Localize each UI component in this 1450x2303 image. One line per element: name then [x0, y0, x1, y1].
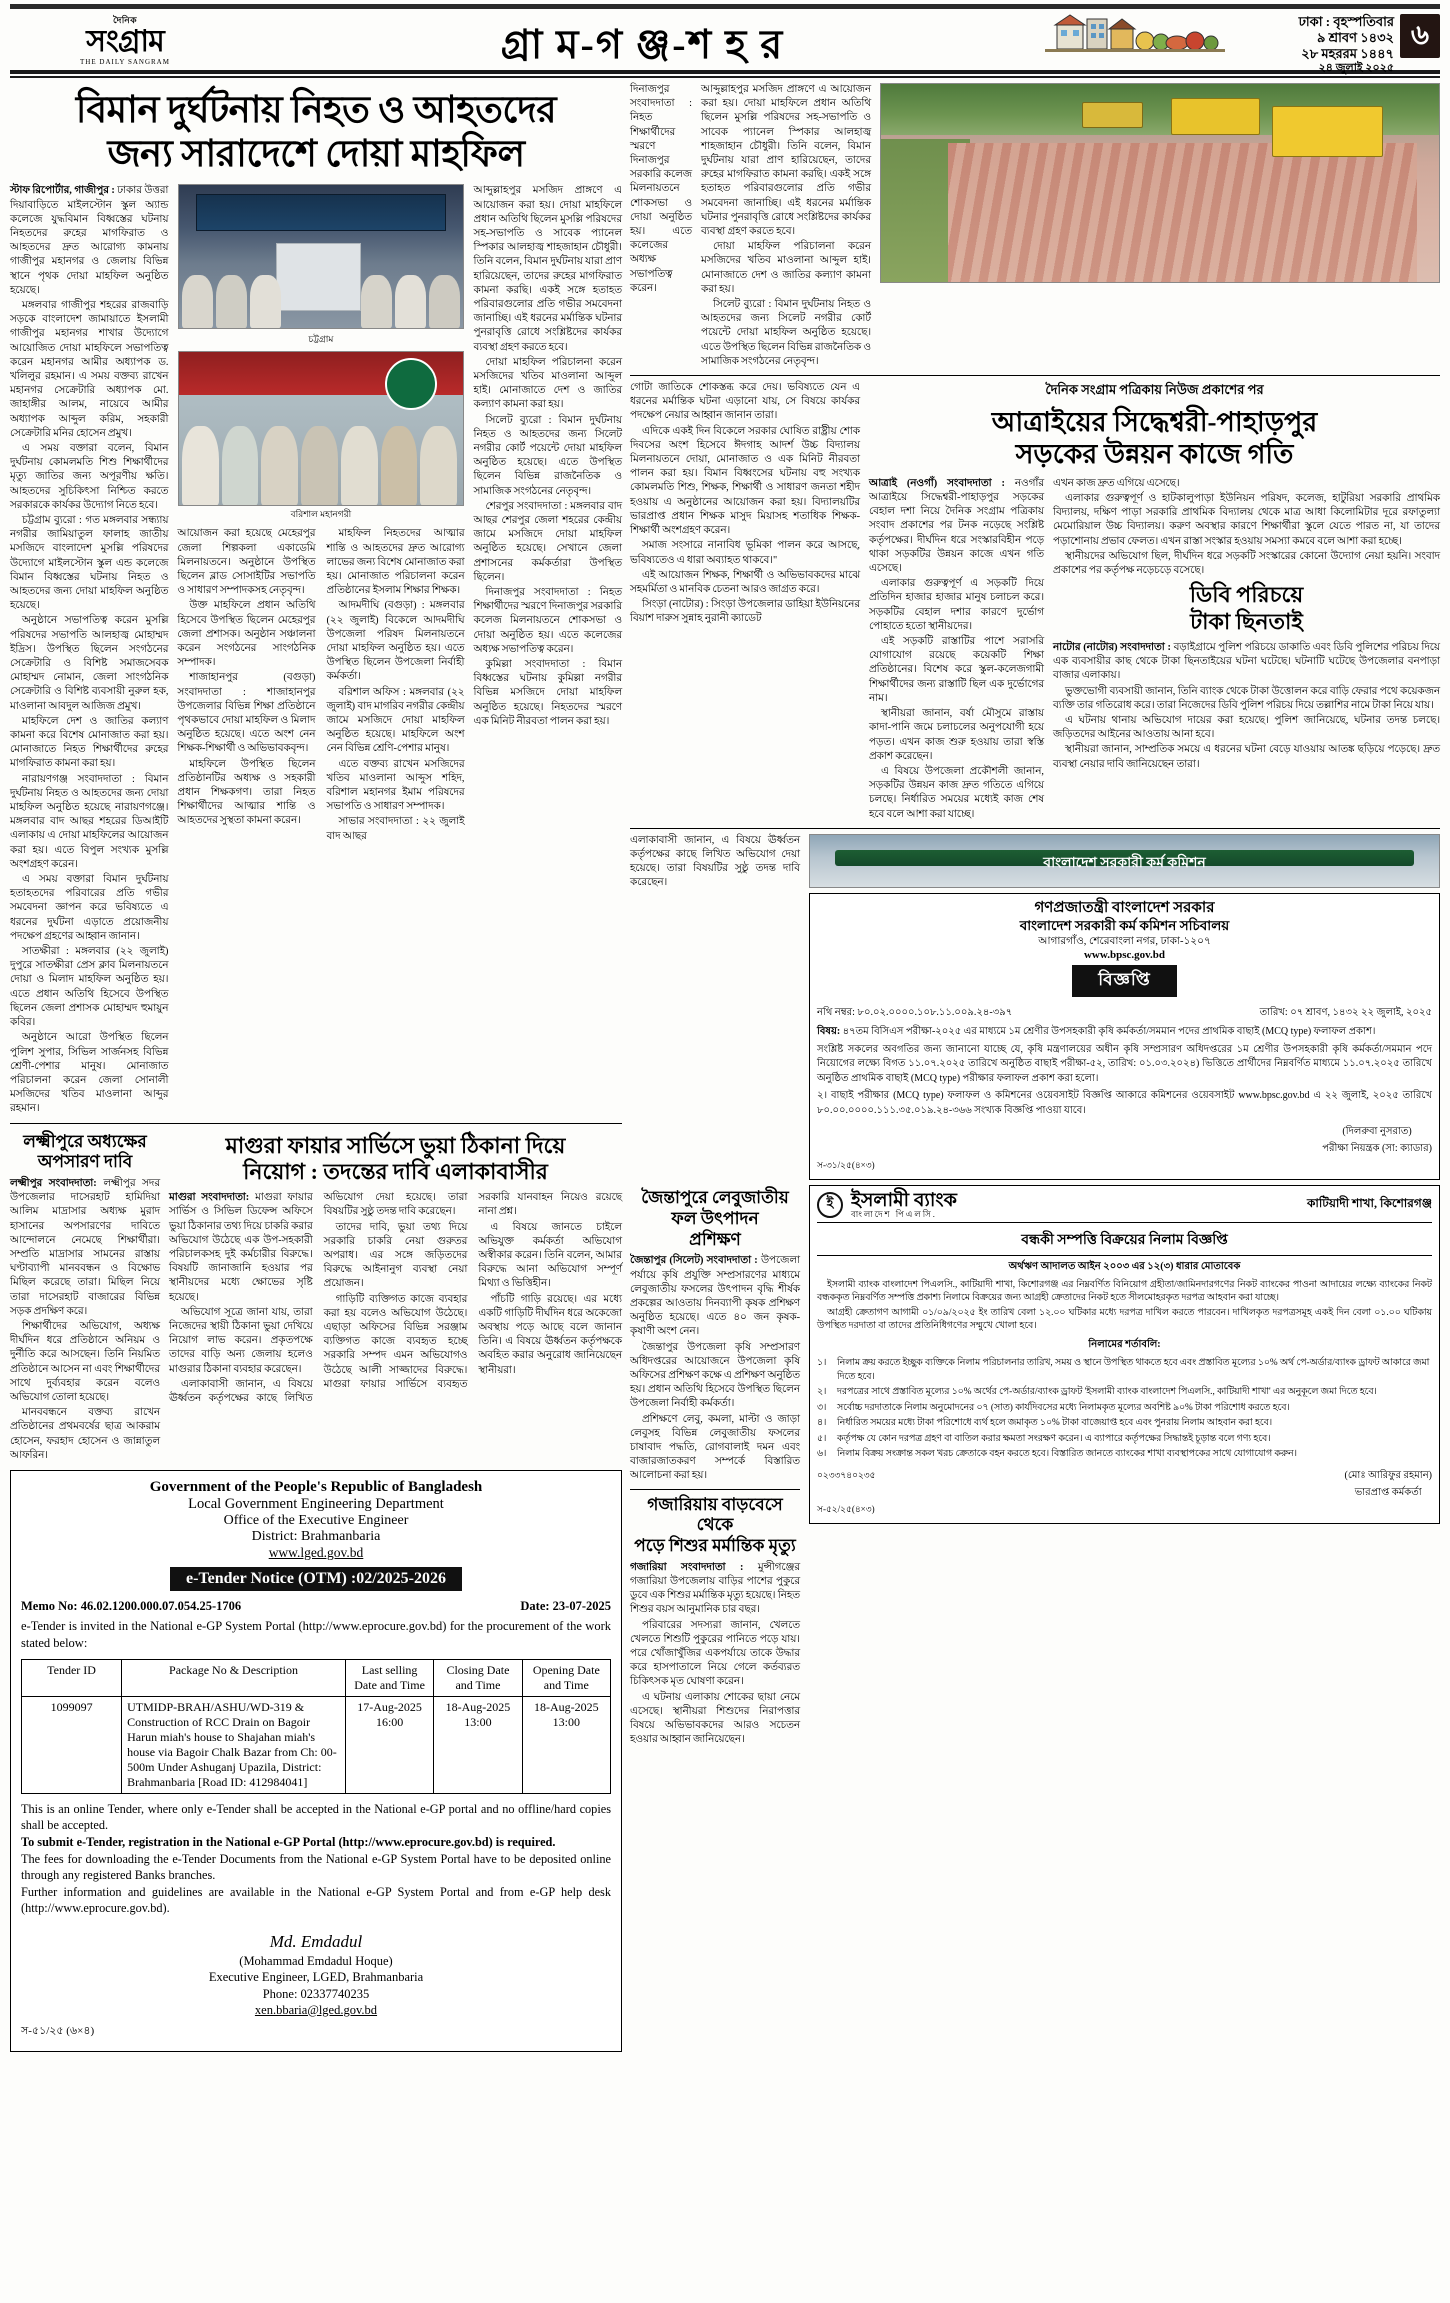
islami-bank-ref-code: স-৫২/২৫(৪×৩) — [817, 1503, 875, 1514]
lead-col-a — [10, 184, 168, 1117]
term-num-5: ৫। — [817, 1433, 827, 1444]
islami-bank-terms-title: নিলামের শর্তাবলি: — [1088, 1339, 1161, 1351]
tender-row-closing: 18-Aug-2025 13:00 — [434, 1696, 522, 1793]
tender-sign-title: Executive Engineer, LGED, Brahmanbaria — [208, 1970, 424, 1985]
lead-p4: চট্টগ্রাম ব্যুরো : গত মঙ্গলবার সন্ধ্যায় নগরীর জামিয়াতুল ফালাহ জাতীয় মসজিদে বাংলাদেশ মুসল্লি পরিষদের উদ্যোগে মাইলস্টোন স্কুল এন্ড কলেজে বিমান বিধ্বস্তের ঘটনায় নিহত ও আহতদের জন্য দোয়া মাহফিল অনুষ্ঠিত হয়েছে। — [10, 514, 169, 612]
lead-p3: এ সময় বক্তারা বলেন, বিমান দুর্ঘটনায় কোমলমতি শিশু শিক্ষার্থীদের মৃত্যু জাতির জন্য অপূরণীয় ক্ষতি। আহতদের সুচিকিৎসা নিশ্চিত করতে সরকারকে কার্যকর উদ্যোগ নিতে হবে। — [10, 442, 169, 511]
lead-headline — [10, 89, 622, 176]
child-death-headline — [630, 1495, 800, 1557]
leadc-p4: শেরপুর সংবাদদাতা : মঙ্গলবার বাদ আছর শেরপুর জেলা শহরের কেন্দ্রীয় জামে মসজিদে দোয়া মাহফিল অনুষ্ঠিত হয়েছে। সেখানে জেলা প্রশাসনের কর্মকর্তারা উপস্থিত ছিলেন। — [473, 500, 622, 583]
rt2-p5: সিংড়া (নাটোর) : সিংড়া উপজেলার ডাহিয়া ইউনিয়নের বিয়াশ দারুস সুন্নাহ নুরানী ক্যাডেট — [630, 599, 860, 625]
lead-col-b — [177, 184, 464, 1117]
paper-logo — [10, 11, 240, 66]
tender-gov-line-2: Local Government Engineering Department — [188, 1496, 444, 1513]
fruit-filler: এলাকাবাসী জানান, এ বিষয়ে ঊর্ধ্বতন কর্তৃপক্ষের কাছে লিখিত অভিযোগ দেয়া হয়েছে। তারা বিষয়টির সুষ্ঠু তদন্ত দাবি করেছেন। — [630, 834, 800, 889]
road-photo-wrap — [880, 83, 1440, 370]
leadb-p8: এতে বক্তব্য রাখেন মসজিদের খতিব মাওলানা আব্দুস শহিদ, বরিশাল মহানগর ইমাম পরিষদের সভাপতি ও সাধারণ সম্পাদক। — [326, 758, 465, 813]
rt1-p1: আব্দুল্লাহপুর মসজিদ প্রাঙ্গণে এ আয়োজন করা হয়। দোয়া মাহফিলে প্রধান অতিথি ছিলেন মুসল্লি পরিষদের সহ-সভাপতি ও সাবেক প্যানেল স্পিকার আলহাজ্ব শাহজাহান চৌধুরী। তিনি বলেন, বিমান দুর্ঘটনায় যারা প্রাণ হারিয়েছেন, তাদের রুহের মাগফিরাত কামনা করছি। একই সঙ্গে হতাহত পরিবারগুলোর প্রতি গভীর সমবেদনা জানাচ্ছি। এই ধরনের মর্মান্তিক ঘটনার পুনরাবৃত্তি রোধে সংশ্লিষ্টদের কার্যকর ব্যবস্থা গ্রহণ করতে হবে। — [701, 84, 871, 238]
newspaper-page — [0, 4, 1450, 2303]
tender-row-opening: 18-Aug-2025 13:00 — [522, 1696, 610, 1793]
page-number-badge: ৬ — [1400, 14, 1440, 58]
bpsc-website[interactable]: www.bpsc.gov.bd — [1083, 949, 1165, 962]
list-item — [817, 1417, 1432, 1430]
tender-row-id: 1099097 — [22, 1696, 122, 1793]
leadc-p2: দোয়া মাহফিল পরিচালনা করেন মসজিদের খতিব মাওলানা আব্দুল হাই। মোনাজাতে দেশ ও জাতির কল্যাণ কামনা করা হয়। — [473, 356, 622, 411]
rt2-p3: সমাজ সংসারে নানাবিধ ভূমিকা পালন করে আসছে, ভবিষ্যতেও এ ধারা অব্যাহত থাকবে।" — [630, 540, 860, 566]
term-num-4: ৪। — [817, 1418, 827, 1429]
lead-byline: স্টাফ রিপোর্টার, গাজীপুর : — [10, 185, 115, 197]
leadc-p6: কুমিল্লা সংবাদদাতা : বিমান বিধ্বস্তের ঘটনায় কুমিল্লা নগরীর বিভিন্ন মসজিদে দোয়া মাহফিল অনুষ্ঠিত হয়েছে। নিহতদের স্মরণে এক মিনিট নীরবতা পালন করা হয়। — [473, 659, 622, 727]
date-line-1: ঢাকা : বৃহস্পতিবার — [1298, 14, 1394, 29]
logo-daily-label: দৈনিক — [112, 15, 138, 25]
lead-p6: মাহফিলে দেশ ও জাতির কল্যাণ কামনা করে বিশেষ মোনাজাত করা হয়। মোনাজাতে নিহত শিক্ষার্থীদের রুহের মাগফিরাত কামনা করা হয়। — [10, 715, 169, 770]
leadb-p4: মাহফিলে উপস্থিত ছিলেন প্রতিষ্ঠানটির অধ্যক্ষ ও সহকারী প্রধান শিক্ষকগণ। তারা নিহত শিক্ষার্থীদের আত্মার শান্তি ও আহতদের সুস্থতা কামনা করেন। — [177, 758, 316, 827]
db-p3: এ ঘটনায় থানায় অভিযোগ দায়ের করা হয়েছে। পুলিশ জানিয়েছে, ঘটনার তদন্ত চলছে। জড়িতদের আইনের আওতায় আনা হবে। — [1053, 714, 1440, 741]
child-byline: গজারিয়া সংবাদদাতা : — [630, 1561, 744, 1573]
tender-table — [21, 1659, 611, 1794]
fruit-p1: উপজেলা পর্যায়ে কৃষি প্রযুক্তি সম্প্রসারণের মাধ্যমে লেবুজাতীয় ফসলের উৎপাদন বৃদ্ধি শীর্ষক প্রকল্পের আওতায় দিনব্যাপী কৃষক প্রশিক্ষণ অনুষ্ঠিত হয়েছে। এতে ৪০ জন কৃষক-কৃষাণী অংশ নেন। — [630, 1255, 800, 1338]
magura-byline: মাগুরা সংবাদদাতা: — [169, 1192, 250, 1204]
tender-signature-scribble: Md. Emdadul — [269, 1931, 363, 1951]
rt2-p1: গোটা জাতিকে শোকস্তব্ধ করে দেয়। ভবিষ্যতে যেন এ ধরনের মর্মান্তিক ঘটনা এড়ানো যায়, সে বিষয়ে কার্যকর পদক্ষেপ নেয়ার আহ্বান জানান তারা। — [630, 382, 860, 422]
leadb-p1: আয়োজন করা হয়েছে মেহেরপুর জেলা শিল্পকলা একাডেমি মিলনায়তনে। অনুষ্ঠানে উপস্থিত ছিলেন ব্লাড সোসাইটির সভাপতি ও সাধারণ সম্পাদকসহ নেতৃবৃন্দ। — [177, 528, 316, 597]
bpsc-date-label: তারিখ: — [1259, 1007, 1288, 1019]
tender-sign-phone: Phone: 02337740235 — [262, 1986, 370, 2001]
term-text-6: নিলাম বিক্রয় সংক্রান্ত সকল খরচ ক্রেতাকে বহন করতে হবে। বিস্তারিত জানতে ব্যাংকের শাখা ব্যবস্থাপকের সাথে যোগাযোগ করুন। — [837, 1449, 1297, 1460]
child-p2: পরিবারের সদস্যরা জানান, খেলতে খেলতে শিশুটি পুকুরের পানিতে পড়ে যায়। পরে খোঁজাখুঁজির একপর্যায়ে তাকে উদ্ধার করে হাসপাতালে নিয়ে গেলে কর্তব্যরত চিকিৎসক মৃত ঘোষণা করেন। — [630, 1619, 800, 1688]
photo-caption-1: চট্টগ্রাম — [308, 334, 334, 345]
db-p2: ভুক্তভোগী ব্যবসায়ী জানান, তিনি ব্যাংক থেকে টাকা উত্তোলন করে বাড়ি ফেরার পথে কয়েকজন ব্যক্তি তার গতিরোধ করে। তারা নিজেদের ডিবি পুলিশ পরিচয় দিয়ে তল্লাশির নামে টাকা নিয়ে যায়। — [1053, 685, 1440, 711]
lakshmipur-headline-2: অপসারণ দাবি — [37, 1152, 133, 1172]
date-line-3: ২৮ মহররম ১৪৪৭ — [1301, 45, 1394, 61]
road-headline-1: আত্রাইয়ের সিদ্ধেশ্বরী-পাহাড়পুর — [991, 407, 1318, 438]
divider-right-1 — [630, 375, 1440, 376]
list-item — [817, 1448, 1432, 1461]
tender-ref-code: স-৫১/২৫ (৬×৪) — [21, 2025, 95, 2038]
bpsc-date-1: ০৭ শ্রাবণ, ১৪৩২ — [1290, 1007, 1359, 1019]
db-p1: বড়াইগ্রামে পুলিশ পরিচয়ে ডাকাতি এবং ডিবি পুলিশের পরিচয় দিয়ে এক ব্যবসায়ীর কাছ থেকে টাকা ছিনতাইয়ের ঘটনা ঘটেছে। ঘটনাটি ঘটেছে উপজেলার বনপাড়া বাজার এলাকায়। — [1053, 641, 1440, 682]
magura-headline — [169, 1133, 622, 1187]
tender-footnote-3: The fees for downloading the e-Tender Documents from the National e-GP System Portal have to be deposited online through any registered Banks branches. — [21, 1851, 611, 1883]
divider-right-3 — [630, 1489, 800, 1490]
term-text-1: নিলাম ক্রয় করতে ইচ্ছুক ব্যক্তিকে নিলাম পরিচালনার তারিখ, সময় ও স্থানে উপস্থিত থাকতে হবে এবং প্রস্তাবিত মূল্যের ১০% অর্থ পে-অর্ডার/ব্যাংক ড্রাফট আকারে জমা দিতে হবে। — [837, 1358, 1430, 1382]
child-p3: এ ঘটনায় এলাকায় শোকের ছায়া নেমে এসেছে। স্থানীয়রা শিশুদের নিরাপত্তার বিষয়ে অভিভাবকদের আরও সচেতন হওয়ার আহ্বান জানিয়েছেন। — [630, 1691, 800, 1746]
right-text-col-2 — [630, 381, 860, 823]
magura-p7: পাঁচটি গাড়ি রয়েছে। এর মধ্যে একটি গাড়িটি দীর্ঘদিন ধরে অকেজো অবস্থায় পড়ে আছে বলে জানান তিনি। এ বিষয়ে ঊর্ধ্বতন কর্তৃপক্ষকে অবহিত করার অনুরোধ জানিয়েছেন স্থানীয়রা। — [478, 1293, 622, 1376]
lakshmipur-p3: মানববন্ধনে বক্তব্য রাখেন প্রতিষ্ঠানের প্রথমবর্ষের ছাত্র আকরাম হোসেন, ফরহাদ হোসেন ও জান্নাতুল আফরিন। — [10, 1407, 160, 1461]
leadc-p5: দিনাজপুর সংবাদদাতা : নিহত শিক্ষার্থীদের স্মরণে দিনাজপুর সরকারি কলেজ মিলনায়তনে শোকসভা ও দোয়া অনুষ্ঠিত হয়। এতে কলেজের অধ্যক্ষ সভাপতিত্ব করেন। — [473, 587, 622, 655]
lead-headline-line-1: বিমান দুর্ঘটনায় নিহত ও আহতদের — [75, 90, 557, 131]
fruit-p2: জৈন্তাপুর উপজেলা কৃষি সম্প্রসারণ অধিদপ্তরের আয়োজনে উপজেলা কৃষি অফিসের প্রশিক্ষণ কক্ষে এ প্রশিক্ষণ অনুষ্ঠিত হয়। প্রধান অতিথি হিসেবে উপস্থিত ছিলেন উপজেলা নির্বাহী কর্মকর্তা। — [630, 1341, 800, 1410]
lakshmipur-byline: লক্ষ্মীপুর সংবাদদাতা: — [10, 1177, 97, 1189]
islami-bank-phone: ০২৩৩৭৪০২৩৫ — [817, 1469, 876, 1480]
fruit-headline-1: জৈন্তাপুরে লেবুজাতীয় — [641, 1188, 789, 1208]
road-story-headline — [869, 406, 1440, 471]
left-column-zone — [10, 83, 622, 2052]
islami-bank-name: ইসলামী ব্যাংক — [851, 1190, 957, 1212]
lead-headline-line-2: জন্য সারাদেশে দোয়া মাহফিল — [107, 133, 525, 175]
list-item — [817, 1386, 1432, 1399]
islami-bank-title: বন্ধকী সম্পত্তি বিক্রয়ের নিলাম বিজ্ঞপ্তি — [817, 1228, 1432, 1256]
bpsc-banner: বিজ্ঞপ্তি — [1072, 965, 1176, 997]
islami-bank-logo-icon: ই — [817, 1192, 843, 1218]
lead-col-c — [474, 184, 623, 1117]
islami-bank-branch: কাটিয়াদী শাখা, কিশোরগঞ্জ — [1306, 1195, 1432, 1210]
meeting-photo — [178, 184, 464, 329]
db-byline: নাটোর (নাটোর) সংবাদদাতা : — [1053, 641, 1171, 653]
term-text-5: কর্তৃপক্ষ যে কোন দরপত্র গ্রহণ বা বাতিল করার ক্ষমতা সংরক্ষণ করেন। এ ব্যাপারে কর্তৃপক্ষের সিদ্ধান্তই চূড়ান্ত বলে গণ্য হবে। — [837, 1433, 1271, 1444]
bpsc-sign-title: পরীক্ষা নিয়ন্ত্রক (সা: ক্যাডার) — [1322, 1143, 1432, 1155]
islami-bank-terms-list — [817, 1357, 1432, 1461]
tender-banner-title: e-Tender Notice (OTM) :02/2025-2026 — [170, 1567, 462, 1591]
bpsc-ad-box — [809, 893, 1440, 1180]
term-text-2: দরপত্রের সাথে প্রস্তাবিত মূল্যের ১০% অর্থের পে-অর্ডার/ব্যাংক ড্রাফট 'ইসলামী ব্যাংক বাংলাদেশ পিএলসি., কাটিয়াদী শাখা' এর অনুকূলে জমা দিতে হবে। — [837, 1387, 1377, 1398]
islami-bank-ad — [809, 1185, 1440, 1748]
road-p1: নওগাঁর আত্রাইয়ে সিদ্ধেশ্বরী-পাহাড়পুর সড়কের বেহাল দশা নিয়ে দৈনিক সংগ্রাম পত্রিকায় সংবাদ প্রকাশের পর টনক নড়েছে সংশ্লিষ্ট কর্তৃপক্ষের। দীর্ঘদিন ধরে সংস্কারবিহীন পড়ে থাকা সড়কটির উন্নয়ন কাজে এখন গতি এসেছে। — [869, 477, 1044, 575]
road2-p1: এখন কাজ দ্রুত এগিয়ে এসেছে। — [1053, 477, 1180, 489]
leadb-p2: উক্ত মাহফিলে প্রধান অতিথি হিসেবে উপস্থিত ছিলেন মেহেরপুর জেলা প্রশাসক। অনুষ্ঠান সঞ্চালনা করেন সংগঠনের সাংগঠনিক সম্পাদক। — [177, 600, 316, 669]
road-p5: এ বিষয়ে উপজেলা প্রকৌশলী জানান, সড়কটির উন্নয়ন কাজ দ্রুত গতিতে এগিয়ে চলছে। নির্ধারিত সময়ের মধ্যেই কাজ শেষ হবে বলে আশা করা যাচ্ছে। — [869, 765, 1044, 820]
islami-bank-sub: বাংলাদেশ পিএলসি. — [851, 1209, 937, 1220]
road-col-2-db — [1053, 477, 1440, 823]
right-edge-col — [630, 83, 692, 370]
fruit-byline: জৈন্তাপুর (সিলেট) সংবাদদাতা : — [630, 1255, 758, 1267]
tender-col-desc: Package No & Description — [122, 1659, 346, 1696]
fruit-headline-3: প্রশিক্ষণ — [689, 1229, 741, 1249]
term-num-1: ১। — [817, 1358, 827, 1369]
date-line-2: ৯ শ্রাবণ ১৪৩২ — [1316, 29, 1394, 45]
right-column-zone — [630, 83, 1440, 2052]
lead-p7: নারায়ণগঞ্জ সংবাদদাতা : বিমান দুর্ঘটনায় নিহত ও আহতদের জন্য দোয়া মাহফিল অনুষ্ঠিত হয়েছে নারায়ণগঞ্জে। মঙ্গলবার বাদ আছর শহরের ডিআইটি এলাকায় এ দোয়া মাহফিলের আয়োজন করা হয়। এতে বিপুল সংখ্যক মুসল্লি অংশগ্রহণ করেন। — [10, 773, 169, 870]
page-section-title: গ্রা ম-গ ঞ্জ-শ হ র — [500, 22, 785, 67]
fruit-story — [630, 834, 800, 1180]
leadb-p7: বরিশাল অফিস : মঙ্গলবার (২২ জুলাই) বাদ মাগরিব নগরীর কেন্দ্রীয় জামে মসজিদে দোয়া মাহফিল অনুষ্ঠিত হয়েছে। মাহফিলে অংশ নেন বিভিন্ন শ্রেণি-পেশার মানুষ। — [326, 686, 465, 755]
road-story-kicker: দৈনিক সংগ্রাম পত্রিকায় নিউজ প্রকাশের পর — [1045, 382, 1264, 398]
lead-p9: সাতক্ষীরা : মঙ্গলবার (২২ জুলাই) দুপুরে সাতক্ষীরা প্রেস ক্লাব মিলনায়তনে দোয়া ও মিলাদ মাহফিল অনুষ্ঠিত হয়। এতে প্রধান অতিথি হিসেবে উপস্থিত ছিলেন জেলা প্রশাসক মোহাম্মদ হুমায়ুন কবির। — [10, 946, 169, 1029]
leadc-p1: আব্দুল্লাহপুর মসজিদ প্রাঙ্গণে এ আয়োজন করা হয়। দোয়া মাহফিলে প্রধান অতিথি ছিলেন মুসল্লি পরিষদের সহ-সভাপতি ও সাবেক প্যানেল স্পিকার আলহাজ্ব শাহজাহান চৌধুরী। তিনি বলেন, বিমান দুর্ঘটনায় যারা প্রাণ হারিয়েছেন, তাদের রুহের মাগফিরাত কামনা করছি। একই সঙ্গে হতাহত পরিবারগুলোর প্রতি গভীর সমবেদনা জানাচ্ছি। এই ধরনের মর্মান্তিক ঘটনার পুনরাবৃত্তি রোধে সংশ্লিষ্টদের কার্যকর ব্যবস্থা গ্রহণ করতে হবে। — [473, 185, 622, 353]
tender-gov-line-4: District: Brahmanbaria — [251, 1529, 381, 1545]
term-text-4: নির্ধারিত সময়ের মধ্যে টাকা পরিশোধে ব্যর্থ হলে জমাকৃত ১০% টাকা বাজেয়াপ্ত হবে এবং পুনরায় নিলাম আহবান করা হবে। — [837, 1418, 1273, 1429]
divider-left-1 — [10, 1123, 622, 1124]
leadb-p3: শাজাহানপুর (বগুড়া) সংবাদদাতা : শাজাহানপুর উপজেলার বিভিন্ন শিক্ষা প্রতিষ্ঠানে পৃথকভাবে দোয়া মাহফিল ও মিলাদ অনুষ্ঠিত হয়েছে। এতে অংশ নেন শিক্ষক-শিক্ষার্থী ও অভিভাবকবৃন্দ। — [177, 672, 316, 755]
leadc-p3: সিলেট ব্যুরো : বিমান দুর্ঘটনায় নিহত ও আহতদের জন্য সিলেট নগরীর কোর্ট পয়েন্টে দোয়া মাহফিল অনুষ্ঠিত হয়েছে। এতে উপস্থিত ছিলেন বিভিন্ন রাজনৈতিক ও সামাজিক সংগঠনের নেতৃবৃন্দ। — [473, 414, 622, 497]
road-p4: স্থানীয়রা জানান, বর্ষা মৌসুমে রাস্তায় কাদা-পানি জমে চলাচলের অনুপযোগী হয়ে পড়ত। এখন কাজ শুরু হওয়ায় তারা স্বস্তি প্রকাশ করেছেন। — [869, 708, 1044, 762]
header-illustration — [1045, 11, 1225, 57]
bpsc-ad — [809, 834, 1440, 1180]
bpsc-ref-code: স-৩১/২৫(৪×৩) — [817, 1160, 875, 1171]
islami-bank-sign-title: ভারপ্রাপ্ত কর্মকর্তা — [1354, 1486, 1422, 1498]
tender-footnote-2: To submit e-Tender, registration in the National e-GP Portal (http://www.eprocure.gov.bd) is required. — [21, 1834, 556, 1849]
child-headline-1: গজারিয়ায় বাড়বেসে থেকে — [647, 1494, 783, 1535]
magura-p6: এ বিষয়ে জানতে চাইলে অভিযুক্ত কর্মকর্তা অভিযোগ অস্বীকার করেন। তিনি বলেন, আমার বিরুদ্ধে আনা অভিযোগ সম্পূর্ণ মিথ্যা ও ভিত্তিহীন। — [478, 1221, 622, 1290]
lakshmipur-p1: লক্ষ্মীপুর সদর উপজেলার দাসেরহাট হামিদিয়া আলিম মাদ্রাসার অধ্যক্ষ মুরাদ হাসানের অপসারণের দাবিতে আন্দোলনে নেমেছে শিক্ষার্থীরা। সম্প্রতি মাদ্রাসার সামনের রাস্তায় ঘণ্টাব্যাপী মানববন্ধন ও বিক্ষোভ মিছিল করেছে তারা। মিছিল নিয়ে তারা দাসেরহাট বাজারের বিভিন্ন সড়ক প্রদক্ষিণ করে। — [10, 1177, 160, 1317]
tender-website-link[interactable]: www.lged.gov.bd — [268, 1545, 364, 1561]
lged-tender-notice — [10, 1470, 622, 2052]
fruit-headline-2: ফল উৎপাদন — [671, 1208, 759, 1228]
lead-p2: মঙ্গলবার গাজীপুর শহরের রাজবাড়ি সড়কে বাংলাদেশ জামায়াতে ইসলামী গাজীপুর মহানগর শাখার উদ্যোগে আয়োজিত দোয়া মাহফিলে সভাপতিত্ব করেন মহানগর আমীর অধ্যাপক ড. খলিলুর রহমান। এ সময় বক্তব্য রাখেন মহানগর সেক্রেটারি অধ্যাপক মো. জাহাঙ্গীর আলম, নায়েবে আমীর অধ্যাপক আব্দুল করিম, সহকারী সেক্রেটারি মনির হোসেন প্রমুখ। — [10, 299, 169, 439]
list-item — [817, 1402, 1432, 1415]
term-num-6: ৬। — [817, 1449, 827, 1460]
road-col-1 — [869, 477, 1044, 823]
list-item — [817, 1357, 1432, 1384]
lead-p1: ঢাকার উত্তরা দিয়াবাড়িতে মাইলস্টোন স্কুল অ্যান্ড কলেজে যুদ্ধবিমান বিধ্বস্তের ঘটনায় নিহতদের রুহের মাগফিরাত ও আহতদের দ্রুত আরোগ্য কামনায় গাজীপুর মহানগর ও জেলায় বিভিন্ন স্থানে পৃথক দোয়া মাহফিল অনুষ্ঠিত হয়েছে। — [10, 185, 169, 296]
fruit-headline — [630, 1188, 800, 1250]
tender-col-last-selling: Last selling Date and Time — [345, 1659, 433, 1696]
bpsc-org-1: গণপ্রজাতন্ত্রী বাংলাদেশ সরকার — [1034, 899, 1215, 916]
road-photo — [880, 83, 1440, 283]
tender-memo-no: Memo No: 46.02.1200.000.07.054.25-1706 — [21, 1599, 242, 1614]
lead-p5: অনুষ্ঠানে সভাপতিত্ব করেন মুসল্লি পরিষদের সভাপতি আলহাজ্ব মোহাম্মদ ইদ্রিস। উপস্থিত ছিলেন সংগঠনের সেক্রেটারি ও বিশিষ্ট সমাজসেবক মোহাম্মদ নোমান, জেলা সাংগঠনিক সেক্রেটারি ও বিশিষ্ট ব্যবসায়ী নুরুল হক, মাওলানা আবদুল আজিজ প্রমুখ। — [10, 615, 169, 712]
rt2-p2: এদিকে একই দিন বিকেলে সরকার ঘোষিত রাষ্ট্রীয় শোক দিবসের অংশ হিসেবে ঈদগাহ আদর্শ উচ্চ বিদ্যালয় মিলনায়তনে দোয়া, মোনাজাত ও এক মিনিট নীরবতা পালন করা হয়। বিমান বিধ্বংসের ঘটনায় বহু সংখ্যক কোমলমতি শিশু, শিক্ষক, শিক্ষার্থী ও সাধারণ জনতা শহীদ হওয়ায় এ অনুষ্ঠানের আয়োজন করা হয়। বিদ্যালয়টির ভারপ্রাপ্ত প্রধান শিক্ষক মাসুদ মিয়াসহ শতাধিক শিক্ষক-শিক্ষার্থী অংশগ্রহণ করেন। — [630, 425, 860, 537]
ib-body-1: ইসলামী ব্যাংক বাংলাদেশ পিএলসি., কাটিয়াদী শাখা, কিশোরগঞ্জ এর নিম্নবর্ণিত বিনিয়োগ গ্রহীতা/জামিনদারগণের নিকট ব্যাংকের পাওনা আদায়ের লক্ষ্যে ব্যাংকের নিকট বন্ধককৃত নিম্নবর্ণিত সম্পত্তি প্রকাশ্য নিলামে বিক্রয়ের জন্য আগ্রহী ক্রেতাদের নিকট হতে সীলমোহরকৃত দরপত্র আহবান করা যাচ্ছে। — [817, 1279, 1432, 1303]
bpsc-memo-label: নথি নম্বর: — [817, 1007, 855, 1019]
lead-col-b-text — [177, 527, 464, 843]
tender-row-last-selling: 17-Aug-2025 16:00 — [345, 1696, 433, 1793]
db-headline-1: ডিবি পরিচয়ে — [1189, 582, 1304, 608]
rt1-p3: সিলেট ব্যুরো : বিমান দুর্ঘটনায় নিহত ও আহতদের জন্য সিলেট নগরীর কোর্ট পয়েন্টে দোয়া মাহফিল অনুষ্ঠিত হয়েছে। এতে উপস্থিত ছিলেন বিভিন্ন রাজনৈতিক ও সামাজিক সংগঠনের নেতৃবৃন্দ। — [701, 299, 871, 367]
islami-bank-subtitle: অর্থঋণ আদালত আইন ২০০৩ এর ১২(৩) ধারার মোতাবেক — [1008, 1260, 1241, 1272]
divider-right-2 — [630, 828, 1440, 829]
magura-headline-2: নিয়োগ : তদন্তের দাবি এলাকাবাসীর — [243, 1159, 548, 1185]
magura-p4: তাদের দাবি, ভুয়া তথ্য দিয়ে সরকারি চাকরি নেয়া গুরুতর অপরাধ। এর সঙ্গে জড়িতদের বিরুদ্ধে আইনানুগ ব্যবস্থা নেয়া প্রয়োজন। — [323, 1221, 468, 1290]
right-text-col-1 — [701, 83, 871, 370]
rt1-p2: দোয়া মাহফিল পরিচালনা করেন মসজিদের খতিব মাওলানা আব্দুল হাই। মোনাজাতে দেশ ও জাতির কল্যাণ কামনা করা হয়। — [701, 241, 871, 295]
photo-caption-2: বরিশাল মহানগরী — [290, 509, 352, 520]
bpsc-sign-name: (দিলরুবা নুসরাত) — [1342, 1126, 1412, 1138]
tender-table-header-row — [22, 1659, 611, 1696]
event-photo — [178, 351, 464, 506]
rt2-p4: এই আয়োজন শিক্ষক, শিক্ষার্থী ও অভিভাবকদের মাঝে সহমর্মিতা ও মানবিক চেতনা আরও জাগ্রত করে। — [630, 569, 860, 595]
masthead-top-rule — [10, 4, 1440, 9]
bpsc-body-1: সংশ্লিষ্ট সকলের অবগতির জন্য জানানো যাচ্ছে যে, কৃষি মন্ত্রণালয়ের অধীন কৃষি সম্প্রসারণ অধিদপ্তরের ১ম শ্রেণীর উপসহকারী কৃষি কর্মকর্তা/সমমান পদে নিয়োগের লক্ষ্যে বিগত ১১.০৭.২০২৫ তারিখে অনুষ্ঠিত বাছাই পরীক্ষা-৫২, তারিখ: ০১.০৩.২০২৪) ভিত্তিতে প্রার্থীদের নিম্নবর্ণিত মাধ্যমে ১১.০৭.২০২৫ তারিখে অনুষ্ঠিত প্রাথমিক বাছাই (MCQ type) পরীক্ষার ফলাফল প্রকাশ করা হলো। — [817, 1043, 1432, 1084]
village-town-icon — [1045, 11, 1225, 57]
road-p3: এই সড়কটি রাস্তাটির পাশে সরাসরি যোগাযোগ রয়েছে কয়েকটি শিক্ষা প্রতিষ্ঠানের। বিশেষ করে স্কুল-কলেজগামী শিক্ষার্থীদের জন্য রাস্তাটি ছিল এক দুর্ভোগের নাম। — [869, 636, 1044, 704]
term-text-3: সর্বোচ্চ দরদাতাকে নিলাম অনুমোদনের ০৭ (সাত) কার্যদিবসের মধ্যে নিলামকৃত মূল্যের অবশিষ্ট ৯০% টাকা পরিশোধ করতে হবে। — [837, 1402, 1290, 1413]
lakshmipur-headline-1: লক্ষ্মীপুরে অধ্যক্ষের — [23, 1131, 147, 1151]
road2-p3: স্থানীয়দের অভিযোগ ছিল, দীর্ঘদিন ধরে সড়কটি সংস্কারের কোনো উদ্যোগ নেয়া হয়নি। সংবাদ প্রকাশের পর কর্তৃপক্ষ নড়েচড়ে বসেছে। — [1053, 550, 1440, 577]
tender-gov-line-3: Office of the Executive Engineer — [223, 1513, 409, 1529]
road-headline-2: সড়কের উন্নয়ন কাজে গতি — [1015, 439, 1294, 470]
road-p2: এলাকার গুরুত্বপূর্ণ এ সড়কটি দিয়ে প্রতিদিন হাজার হাজার মানুষ চলাচল করে। সড়কটির বেহাল দশার কারণে দুর্ভোগ পোহাতে হতো স্থানীয়দের। — [869, 578, 1044, 632]
tender-sign-name: (Mohammad Emdadul Hoque) — [239, 1954, 393, 1969]
date-block — [1225, 11, 1440, 75]
right-lower-left — [630, 1185, 800, 1748]
logo-paper-name-en: THE DAILY SANGRAM — [80, 57, 170, 66]
db-story-headline — [1053, 582, 1440, 636]
tender-footnote-1: This is an online Tender, where only e-Tender shall be accepted in the National e-GP portal and no offline/hard copies shall be accepted. — [21, 1801, 611, 1833]
lead-p10: অনুষ্ঠানে আরো উপস্থিত ছিলেন পুলিশ সুপার, সিভিল সার্জনসহ বিভিন্ন শ্রেণী-পেশার মানুষ। মোনাজাত পরিচালনা করেন জেলা সোনালী মসজিদের খতিব মাওলানা আব্দুর রহমান। — [10, 1032, 169, 1115]
bpsc-subject-label: বিষয়: — [817, 1026, 841, 1038]
bpsc-org-2: বাংলাদেশ সরকারী কর্ম কমিশন সচিবালয় — [1019, 918, 1230, 934]
child-p1: মুন্সীগঞ্জের গজারিয়া উপজেলায় বাড়ির পাশের পুকুরে ডুবে এক শিশুর মর্মান্তিক মৃত্যু হয়েছে। নিহত শিশুর বয়স আনুমানিক চার বছর। — [630, 1561, 800, 1616]
lead-p8: এ সময় বক্তারা বিমান দুর্ঘটনায় হতাহতদের পরিবারের প্রতি গভীর সমবেদনা জ্ঞাপন করে ভবিষ্যতে এ ধরনের দুর্ঘটনা এড়াতে প্রয়োজনীয় পদক্ষেপ গ্রহণের আহ্বান জানান। — [10, 874, 169, 942]
child-headline-2: পড়ে শিশুর মর্মান্তিক মৃত্যু — [634, 1536, 796, 1556]
tender-intro: e-Tender is invited in the National e-GP System Portal (http://www.eprocure.gov.bd) for the procurement of the work stated below: — [21, 1619, 611, 1650]
tender-gov-line-1: Government of the People's Republic of Bangladesh — [149, 1479, 483, 1496]
lakshmipur-story — [10, 1129, 160, 1465]
masthead — [10, 11, 1440, 74]
lakshmipur-headline — [10, 1132, 160, 1173]
magura-headline-1: মাগুরা ফায়ার সার্ভিসে ভুয়া ঠিকানা দিয়ে — [225, 1132, 566, 1158]
list-item — [817, 1433, 1432, 1446]
road-byline: আত্রাই (নওগাঁ) সংবাদদাতা : — [869, 477, 1005, 489]
leadb-p9: সাভার সংবাদদাতা : ২২ জুলাই বাদ আছর — [326, 816, 465, 842]
magura-p5: গাড়িটি ব্যক্তিগত কাজে ব্যবহার করা হয় বলেও অভিযোগ উঠেছে। এছাড়া অফিসের বিভিন্ন সরঞ্জাম ব্যক্তিগত কাজে ব্যবহৃত হচ্ছে সরকারি সম্পদ এমন অভিযোগও উঠেছে আলী সাজ্জাদের বিরুদ্ধে। মাগুরা ফায়ার সার্ভিসে ব্যবহৃত সরকারি যানবাহন নিয়েও রয়েছে নানা প্রশ্ন। — [323, 1192, 622, 1390]
bpsc-memo-no: ৮০.০২.০০০০.১০৮.১১.০০৯.২৪-৩৯৭ — [857, 1007, 1013, 1019]
tender-date: Date: 23-07-2025 — [520, 1599, 611, 1614]
magura-p3: এলাকাবাসী জানান, এ বিষয়ে ঊর্ধ্বতন কর্তৃপক্ষের কাছে লিখিত অভিযোগ দেয়া হয়েছে। তারা বিষয়টির সুষ্ঠু তদন্ত দাবি করেছেন। — [169, 1192, 468, 1405]
date-line-4: ২৪ জুলাই ২০২৫ — [1318, 61, 1394, 74]
road-story — [869, 381, 1440, 823]
bpsc-date-2: ২২ জুলাই, ২০২৫ — [1361, 1007, 1432, 1019]
magura-body — [169, 1191, 622, 1406]
right-edge-p1: দিনাজপুর সংবাদদাতা : নিহত শিক্ষার্থীদের স্মরণে দিনাজপুর সরকারি কলেজ মিলনায়তনে শোকসভা ও দোয়া অনুষ্ঠিত হয়। এতে কলেজের অধ্যক্ষ সভাপতিত্ব করেন। — [630, 84, 692, 294]
table-row — [22, 1696, 611, 1793]
tender-sign-email[interactable]: xen.bbaria@lged.gov.bd — [254, 2002, 378, 2017]
bpsc-subject: ৪৭তম বিসিএস পরীক্ষা-২০২৫ এর মাধ্যমে ১ম শ্রেণীর উপসহকারী কৃষি কর্মকর্তা/সমমান পদের প্রাথমিক বাছাই (MCQ type) ফলাফল প্রকাশ। — [842, 1026, 1376, 1038]
tender-col-closing: Closing Date and Time — [434, 1659, 522, 1696]
tender-footnote-4: Further information and guidelines are available in the National e-GP System Portal and from e-GP help desk (http://www.eprocure.gov.bd). — [21, 1884, 611, 1916]
term-num-2: ২। — [817, 1387, 827, 1398]
bpsc-photo: বাংলাদেশ সরকারী কর্ম কমিশন — [809, 834, 1440, 888]
logo-paper-name: সংগ্রাম — [86, 25, 164, 58]
tender-col-id: Tender ID — [22, 1659, 122, 1696]
magura-story — [169, 1129, 622, 1465]
tender-row-desc: UTMIDP-BRAH/ASHU/WD-319 & Construction of RCC Drain on Bagoir Harun miah's house to Shajahan miah's house via Bagoir Chalk Bazar from Ch: 00-500m Under Ashuganj Upazila, District: Brahmanbaria [Road ID: 412984041] — [122, 1696, 346, 1793]
magura-p1: মাগুরা ফায়ার সার্ভিস ও সিভিল ডিফেন্স অফিসে ভুয়া ঠিকানার তথ্য দিয়ে চাকরি করার অভিযোগ উঠেছে এক উপ-সহকারী পরিচালকসহ দুই কর্মচারীর বিরুদ্ধে। বিষয়টি জানাজানি হওয়ার পর স্থানীয়দের মধ্যে ক্ষোভের সৃষ্টি হয়েছে। — [169, 1192, 313, 1303]
ib-body-2: আগ্রহী ক্রেতাগণ আগামী ০১/০৯/২০২৫ ইং তারিখ বেলা ১২.০০ ঘটিকার মধ্যে দরপত্র দাখিল করতে পারবেন। দাখিলকৃত দরপত্রসমূহ একই দিন বেলা ০১.০০ ঘটিকায় উপস্থিত দরদাতা বা তাদের প্রতিনিধিগণের সম্মুখে খোলা হবে। — [817, 1308, 1432, 1332]
road2-p2: এলাকার গুরুত্বপূর্ণ ও হাটকালুপাড়া ইউনিয়ন পরিষদ, কলেজ, হাটুরিয়া সরকারি প্রাথমিক বিদ্যালয়, দক্ষিণ পাড়া সরকারি প্রাথমিক বিদ্যালয় থেকে মাত্র আধা কিলোমিটার দূরে রফাতুল্যা মেমোরিয়াল উচ্চ বিদ্যালয়। করুণ অবস্থার কারণে শিক্ষার্থীরা স্কুলে যেতে পারত না, যা তাদের পড়াশোনায় প্রভাব ফেলত। এখন রাস্তা সংস্কার হওয়ায় সমস্যা কমবে বলে আশা করা হচ্ছে। — [1053, 493, 1440, 547]
bpsc-org-3: আগারগাঁও, শেরেবাংলা নগর, ঢাকা-১২০৭ — [1038, 936, 1211, 948]
lakshmipur-p2: শিক্ষার্থীদের অভিযোগ, অধ্যক্ষ দীর্ঘদিন ধরে প্রতিষ্ঠানে অনিয়ম ও দুর্নীতি করে আসছেন। তিনি নিয়মিত প্রতিষ্ঠানে আসেন না এবং শিক্ষার্থীদের সাথে দুর্ব্যবহার করেন বলেও অভিযোগ তোলা হয়েছে। — [10, 1321, 160, 1404]
db-p4: স্থানীয়রা জানান, সাম্প্রতিক সময়ে এ ধরনের ঘটনা বেড়ে যাওয়ায় আতঙ্ক ছড়িয়ে পড়েছে। দ্রুত ব্যবস্থা নেয়ার দাবি জানিয়েছেন তারা। — [1053, 744, 1440, 770]
islami-bank-sign-name: (মোঃ আরিফুর রহমান) — [1344, 1469, 1432, 1481]
bpsc-body-2: ২। বাছাই পরীক্ষার (MCQ type) ফলাফল ও কমিশনের ওয়েবসাইট বিজ্ঞপ্তি আকারে কমিশনের ওয়েবসাইট www.bpsc.gov.bd এ ২২ জুলাই, ২০২৫ তারিখে ৮০.০০.০০০০.১১১.৩৫.০১৯.২৪-৩৬৬ সংখ্যক বিজ্ঞপ্তি পাওয়া যাবে। — [817, 1090, 1432, 1116]
term-num-3: ৩। — [817, 1402, 827, 1413]
leadb-p6: আদমদীঘি (বগুড়া) : মঙ্গলবার (২২ জুলাই) বিকেলে আদমদীঘি উপজেলা পরিষদ মিলনায়তনে দোয়া মাহফিল অনুষ্ঠিত হয়। এতে উপস্থিত ছিলেন উপজেলা নির্বাহী কর্মকর্তা। — [326, 600, 465, 683]
leadb-p5: মাহফিল নিহতদের আত্মার শান্তি ও আহতদের দ্রুত আরোগ্য লাভের জন্য বিশেষ মোনাজাত করা হয়। মোনাজাত পরিচালনা করেন প্রতিষ্ঠানের ইসলাম শিক্ষার শিক্ষক। — [326, 528, 465, 597]
tender-col-opening: Opening Date and Time — [522, 1659, 610, 1696]
fruit-p3: প্রশিক্ষণে লেবু, কমলা, মাল্টা ও জাড়া লেবুসহ বিভিন্ন লেবুজাতীয় ফসলের চাষাবাদ পদ্ধতি, রোগবালাই দমন এবং বাজারজাতকরণ সম্পর্কে বিস্তারিত আলোচনা করা হয়। — [630, 1413, 800, 1482]
magura-p2: অভিযোগ সূত্রে জানা যায়, তারা নিজেদের স্থায়ী ঠিকানা ভুয়া দেখিয়ে নিয়োগ লাভ করেন। প্রকৃতপক্ষে তাদের বাড়ি অন্য জেলায় হলেও মাগুরার ঠিকানা ব্যবহার করেছেন। — [169, 1306, 313, 1375]
db-headline-2: টাকা ছিনতাই — [1190, 609, 1303, 635]
